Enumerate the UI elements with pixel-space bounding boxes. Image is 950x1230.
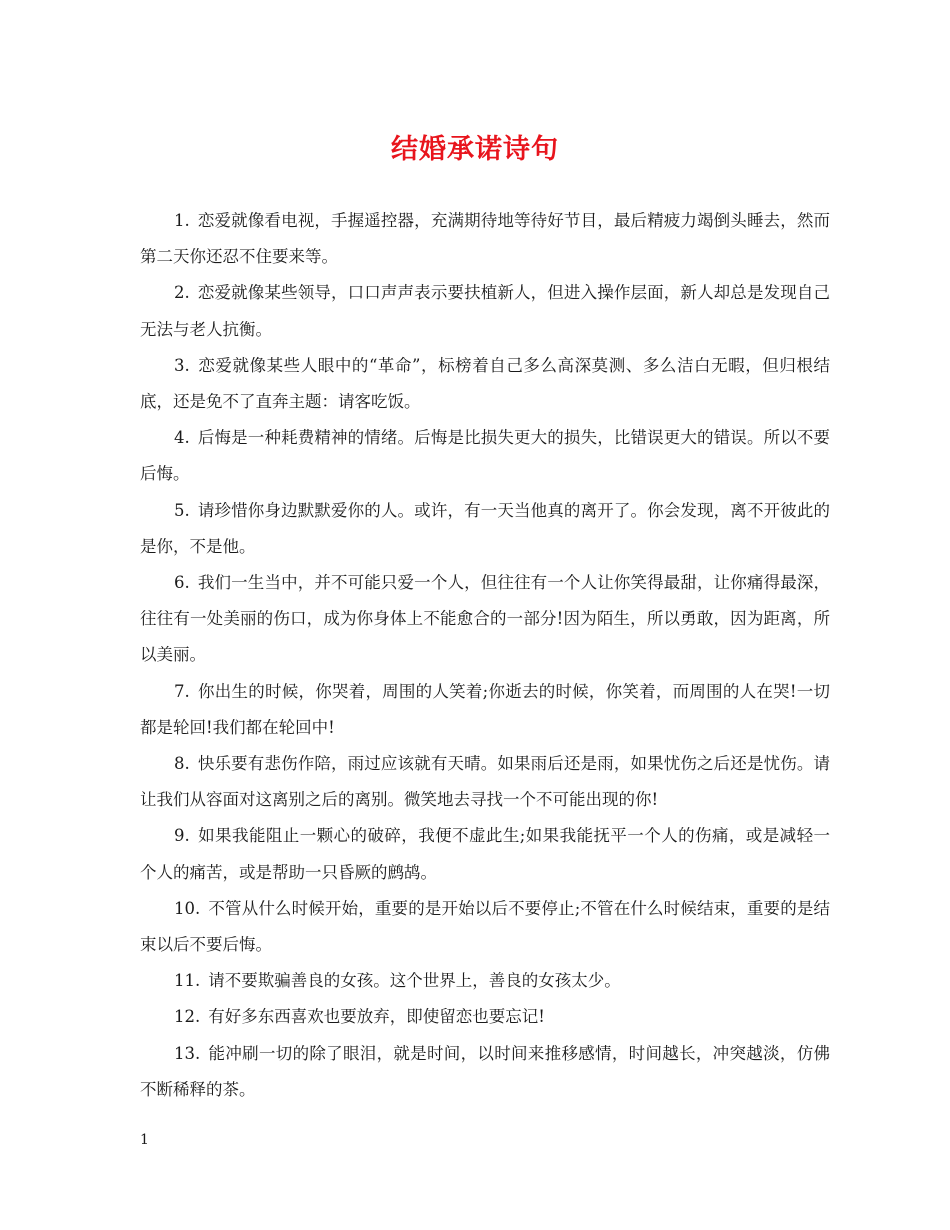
paragraph-text: 如果我能阻止一颗心的破碎，我便不虚此生;如果我能抚平一个人的伤痛，或是减轻一个人的痛苦，或是帮助一只昏厥的鹧鸪。 (140, 826, 830, 882)
paragraph (140, 565, 830, 674)
page-title: 结婚承诺诗句 (391, 134, 559, 165)
paragraph-number: 4. (174, 428, 190, 448)
paragraph (140, 275, 830, 347)
paragraph-text: 恋爱就像某些领导，口口声声表示要扶植新人，但进入操作层面，新人却总是发现自己无法与老人抗衡。 (140, 283, 830, 339)
paragraph-number: 5. (174, 500, 190, 520)
paragraph-text: 请珍惜你身边默默爱你的人。或许，有一天当他真的离开了。你会发现，离不开彼此的是你，不是他。 (140, 500, 830, 556)
paragraph-text: 恋爱就像某些人眼中的“革命”，标榜着自己多么高深莫测、多么洁白无暇，但归根结底，还是免不了直奔主题：请客吃饭。 (140, 355, 830, 412)
paragraph-text: 有好多东西喜欢也要放弃，即使留恋也要忘记! (208, 1007, 545, 1027)
paragraph-text: 你出生的时候，你哭着，周围的人笑着;你逝去的时候，你笑着，而周围的人在哭!一切都是轮回!我们都在轮回中! (140, 681, 830, 737)
paragraph-number: 7. (174, 681, 190, 701)
paragraph (140, 493, 830, 565)
paragraph-number: 1. (174, 211, 190, 230)
paragraph-text: 恋爱就像看电视，手握遥控器，充满期待地等待好节目，最后精疲力竭倒头睡去，然而第二天你还忍不住要来等。 (140, 211, 830, 267)
paragraph-text: 请不要欺骗善良的女孩。这个世界上，善良的女孩太少。 (208, 971, 621, 991)
paragraph (140, 420, 830, 492)
paragraph-text: 快乐要有悲伤作陪，雨过应该就有天晴。如果雨后还是雨，如果忧伤之后还是忧伤。请让我们从容面对这离别之后的离别。微笑地去寻找一个不可能出现的你! (140, 754, 830, 810)
paragraph-text: 我们一生当中，并不可能只爱一个人，但往往有一个人让你笑得最甜，让你痛得最深，往往有一处美丽的伤口，成为你身体上不能愈合的一部分!因为陌生，所以勇敢，因为距离，所以美丽。 (140, 573, 830, 665)
paragraph-number: 10. (174, 898, 201, 918)
paragraph (140, 674, 830, 746)
paragraph (140, 818, 830, 890)
paragraph-text: 能冲刷一切的除了眼泪，就是时间，以时间来推移感情，时间越长，冲突越淡，仿佛不断稀释的茶。 (140, 1043, 830, 1099)
paragraph-text: 不管从什么时候开始，重要的是开始以后不要停止;不管在什么时候结束，重要的是结束以后不要后悔。 (140, 898, 830, 955)
paragraph-number: 3. (174, 355, 190, 375)
paragraph-number: 12. (174, 1007, 201, 1027)
paragraph-number: 11. (174, 971, 201, 991)
paragraph (140, 746, 830, 818)
paragraph (140, 348, 830, 420)
paragraph (140, 891, 830, 963)
document-body (140, 203, 830, 1108)
paragraph-number: 13. (174, 1043, 201, 1063)
paragraph (140, 963, 830, 999)
paragraph-number: 2. (174, 283, 190, 303)
paragraph (140, 203, 830, 275)
paragraph (140, 999, 830, 1035)
paragraph (140, 1036, 830, 1108)
page-number: 1 (140, 1132, 149, 1148)
paragraph-text: 后悔是一种耗费精神的情绪。后悔是比损失更大的损失，比错误更大的错误。所以不要后悔。 (140, 428, 830, 484)
paragraph-number: 9. (174, 826, 190, 846)
paragraph-number: 8. (174, 754, 190, 774)
paragraph-number: 6. (174, 573, 190, 593)
